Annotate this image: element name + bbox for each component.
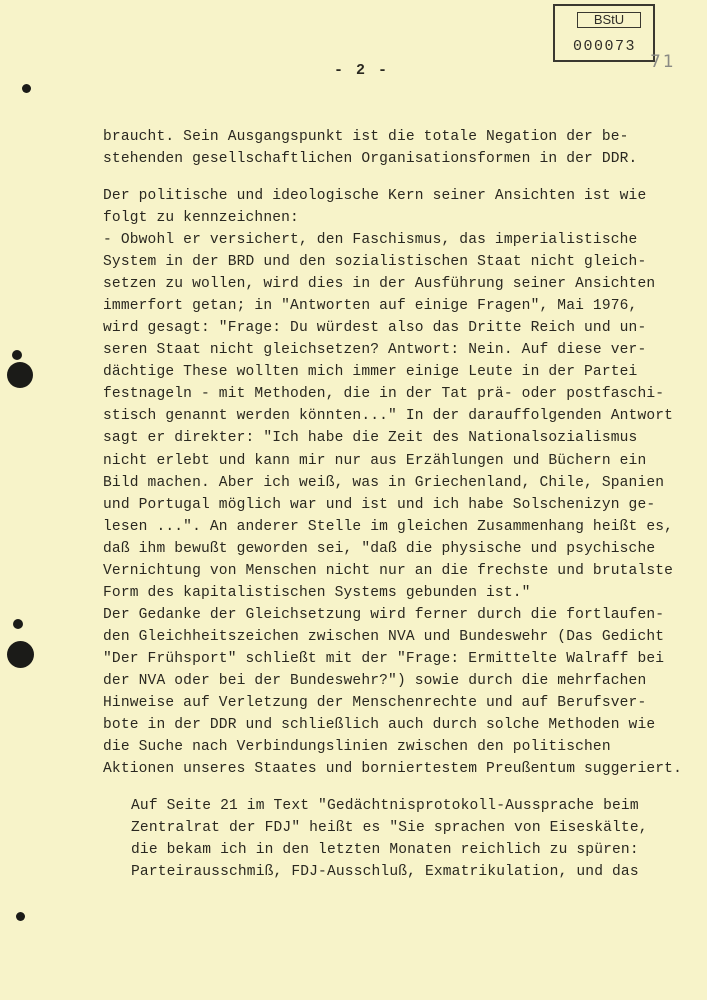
text-line: immerfort getan; in "Antworten auf einige Fragen", Mai 1976, <box>103 298 638 314</box>
punch-hole-mark <box>13 619 23 629</box>
text-line: Der politische und ideologische Kern seiner Ansichten ist wie <box>103 188 647 204</box>
text-line: festnageln - mit Methoden, die in der Tat prä- oder postfaschi- <box>103 386 665 402</box>
text-line: Der Gedanke der Gleichsetzung wird ferner durch die fortlaufen- <box>103 607 665 623</box>
stamp-org-label: BStU <box>577 12 641 28</box>
text-line: die Suche nach Verbindungslinien zwischen den politischen <box>103 739 611 755</box>
page-number: - 2 - <box>334 62 390 79</box>
punch-hole-mark <box>22 84 31 93</box>
text-line: Zentralrat der FDJ" heißt es "Sie sprachen von Eiseskälte, <box>131 820 648 836</box>
text-line: dächtige These wollten mich immer einige Leute in der Partei <box>103 364 638 380</box>
punch-hole <box>7 362 33 388</box>
text-line: bote in der DDR und schließlich auch durch solche Methoden wie <box>103 717 656 733</box>
text-line: System in der BRD und den sozialistischen Staat nicht gleich- <box>103 254 647 270</box>
text-line: sagt er direkter: "Ich habe die Zeit des Nationalsozialismus <box>103 430 638 446</box>
text-line: lesen ...". An anderer Stelle im gleichen Zusammenhang heißt es, <box>103 519 674 535</box>
text-line: Parteirausschmiß, FDJ-Ausschluß, Exmatrikulation, und das <box>131 864 639 880</box>
text-line: die bekam ich in den letzten Monaten reichlich zu spüren: <box>131 842 639 858</box>
text-line: Auf Seite 21 im Text "Gedächtnisprotokoll-Aussprache beim <box>131 798 639 814</box>
text-line: Vernichtung von Menschen nicht nur an die frechste und brutalste <box>103 563 674 579</box>
text-line: Form des kapitalistischen Systems gebunden ist." <box>103 585 531 601</box>
archive-stamp <box>553 4 655 62</box>
punch-hole <box>7 641 34 668</box>
text-line: der NVA oder bei der Bundeswehr?") sowie durch die mehrfachen <box>103 673 647 689</box>
text-line: folgt zu kennzeichnen: <box>103 210 299 226</box>
punch-hole-mark <box>12 350 22 360</box>
text-line: "Der Frühsport" schließt mit der "Frage: Ermittelte Walraff bei <box>103 651 665 667</box>
text-line: und Portugal möglich war und ist und ich habe Solschenizyn ge- <box>103 497 656 513</box>
stamp-number: 000073 <box>573 38 637 55</box>
text-line: stehenden gesellschaftlichen Organisationsformen in der DDR. <box>103 151 638 167</box>
punch-hole-mark <box>16 912 25 921</box>
text-line: setzen zu wollen, wird dies in der Ausführung seiner Ansichten <box>103 276 656 292</box>
text-line: wird gesagt: "Frage: Du würdest also das Dritte Reich und un- <box>103 320 647 336</box>
text-line: den Gleichheitszeichen zwischen NVA und Bundeswehr (Das Gedicht <box>103 629 665 645</box>
text-line: nicht erlebt und kann mir nur aus Erzählungen und Büchern ein <box>103 453 647 469</box>
text-line: braucht. Sein Ausgangspunkt ist die totale Negation der be- <box>103 129 629 145</box>
handwritten-page-number: 71 <box>650 52 676 72</box>
text-line: daß ihm bewußt geworden sei, "daß die physische und psychische <box>103 541 656 557</box>
text-line: seren Staat nicht gleichsetzen? Antwort: Nein. Auf diese ver- <box>103 342 647 358</box>
text-line: - Obwohl er versichert, den Faschismus, das imperialistische <box>103 232 638 248</box>
text-line: Bild machen. Aber ich weiß, was in Griechenland, Chile, Spanien <box>103 475 665 491</box>
text-line: Hinweise auf Verletzung der Menschenrechte und auf Berufsver- <box>103 695 647 711</box>
text-line: stisch genannt werden könnten..." In der darauffolgenden Antwort <box>103 408 674 424</box>
text-line: Aktionen unseres Staates und borniertestem Preußentum suggeriert. <box>103 761 682 777</box>
